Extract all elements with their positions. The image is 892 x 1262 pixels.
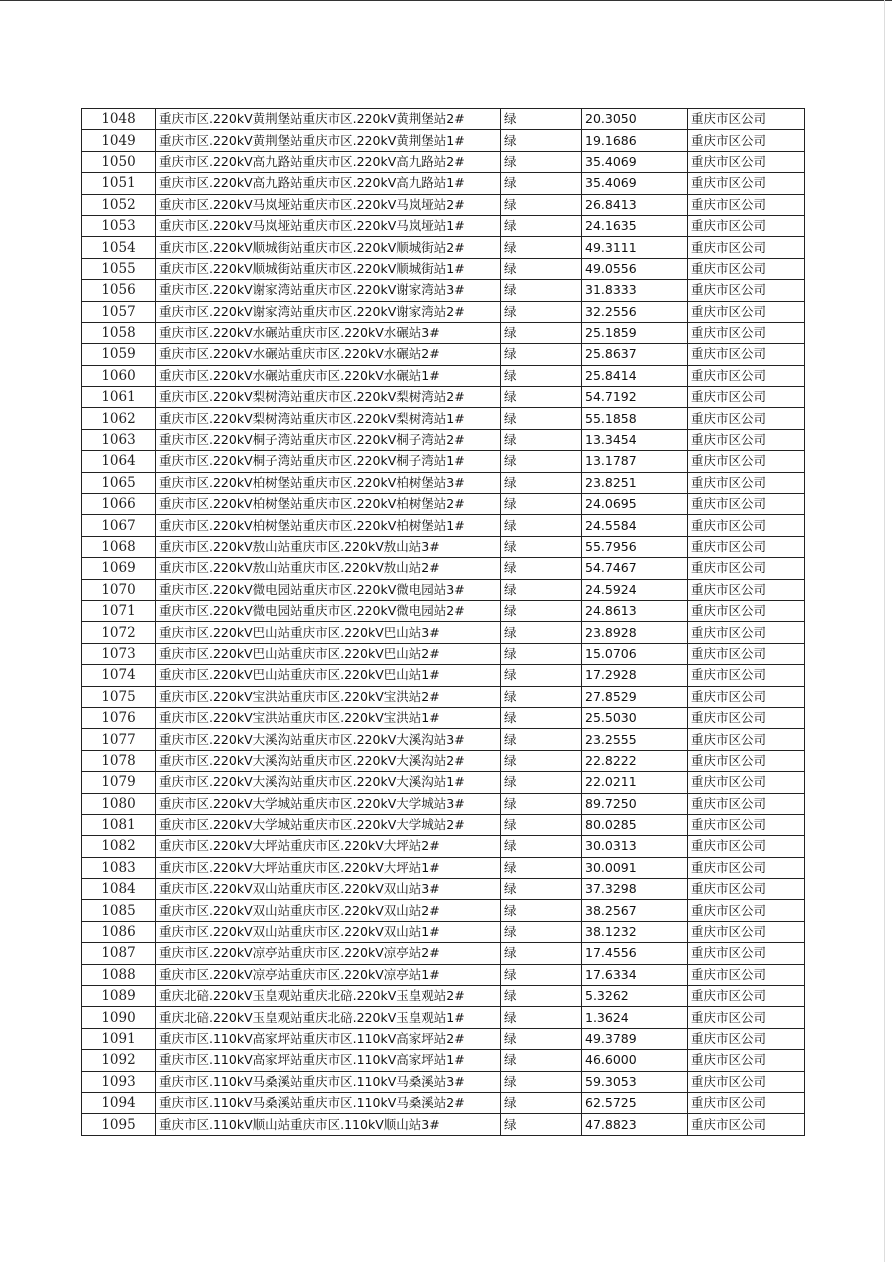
value-cell: 25.1859 <box>582 322 688 343</box>
table-row <box>82 1028 805 1049</box>
company-cell: 重庆市区公司 <box>688 344 805 365</box>
status-color-cell: 绿 <box>501 986 582 1007</box>
value-cell: 27.8529 <box>582 686 688 707</box>
station-name-cell: 重庆市区.220kV微电园站重庆市区.220kV微电园站3# <box>156 579 501 600</box>
station-name-cell: 重庆市区.220kV黄荆堡站重庆市区.220kV黄荆堡站2# <box>156 109 501 130</box>
row-number-cell: 1086 <box>82 921 156 942</box>
status-color-cell: 绿 <box>501 194 582 215</box>
table-row <box>82 258 805 279</box>
status-color-cell: 绿 <box>501 1114 582 1135</box>
row-number-cell: 1068 <box>82 536 156 557</box>
status-color-cell: 绿 <box>501 600 582 621</box>
value-cell: 32.2556 <box>582 301 688 322</box>
company-cell: 重庆市区公司 <box>688 814 805 835</box>
company-cell: 重庆市区公司 <box>688 1007 805 1028</box>
station-name-cell: 重庆市区.220kV双山站重庆市区.220kV双山站3# <box>156 879 501 900</box>
value-cell: 23.8251 <box>582 472 688 493</box>
station-name-cell: 重庆市区.110kV高家坪站重庆市区.110kV高家坪站2# <box>156 1028 501 1049</box>
company-cell: 重庆市区公司 <box>688 686 805 707</box>
row-number-cell: 1085 <box>82 900 156 921</box>
company-cell: 重庆市区公司 <box>688 921 805 942</box>
company-cell: 重庆市区公司 <box>688 365 805 386</box>
station-name-cell: 重庆市区.220kV大学城站重庆市区.220kV大学城站3# <box>156 793 501 814</box>
station-name-cell: 重庆市区.220kV桐子湾站重庆市区.220kV桐子湾站2# <box>156 429 501 450</box>
company-cell: 重庆市区公司 <box>688 857 805 878</box>
status-color-cell: 绿 <box>501 921 582 942</box>
status-color-cell: 绿 <box>501 301 582 322</box>
table-row <box>82 494 805 515</box>
company-cell: 重庆市区公司 <box>688 558 805 579</box>
table-row <box>82 1050 805 1071</box>
company-cell: 重庆市区公司 <box>688 836 805 857</box>
station-name-cell: 重庆市区.220kV梨树湾站重庆市区.220kV梨树湾站1# <box>156 408 501 429</box>
value-cell: 13.3454 <box>582 429 688 450</box>
station-name-cell: 重庆市区.220kV双山站重庆市区.220kV双山站1# <box>156 921 501 942</box>
table-row <box>82 986 805 1007</box>
status-color-cell: 绿 <box>501 365 582 386</box>
value-cell: 22.8222 <box>582 750 688 771</box>
status-color-cell: 绿 <box>501 729 582 750</box>
table-row <box>82 1007 805 1028</box>
table-row <box>82 1071 805 1092</box>
value-cell: 59.3053 <box>582 1071 688 1092</box>
company-cell: 重庆市区公司 <box>688 707 805 728</box>
table-row <box>82 515 805 536</box>
table-row <box>82 900 805 921</box>
row-number-cell: 1074 <box>82 665 156 686</box>
value-cell: 20.3050 <box>582 109 688 130</box>
status-color-cell: 绿 <box>501 857 582 878</box>
value-cell: 25.8414 <box>582 365 688 386</box>
status-color-cell: 绿 <box>501 686 582 707</box>
company-cell: 重庆市区公司 <box>688 729 805 750</box>
station-name-cell: 重庆市区.220kV敖山站重庆市区.220kV敖山站2# <box>156 558 501 579</box>
table-row <box>82 151 805 172</box>
company-cell: 重庆市区公司 <box>688 130 805 151</box>
row-number-cell: 1071 <box>82 600 156 621</box>
row-number-cell: 1069 <box>82 558 156 579</box>
value-cell: 13.1787 <box>582 451 688 472</box>
table-row <box>82 301 805 322</box>
row-number-cell: 1090 <box>82 1007 156 1028</box>
station-name-cell: 重庆市区.220kV高九路站重庆市区.220kV高九路站1# <box>156 173 501 194</box>
value-cell: 24.5584 <box>582 515 688 536</box>
company-cell: 重庆市区公司 <box>688 258 805 279</box>
table-row <box>82 322 805 343</box>
status-color-cell: 绿 <box>501 215 582 236</box>
value-cell: 1.3624 <box>582 1007 688 1028</box>
station-name-cell: 重庆市区.220kV谢家湾站重庆市区.220kV谢家湾站2# <box>156 301 501 322</box>
station-name-cell: 重庆市区.220kV大溪沟站重庆市区.220kV大溪沟站3# <box>156 729 501 750</box>
value-cell: 38.2567 <box>582 900 688 921</box>
value-cell: 49.3111 <box>582 237 688 258</box>
table-row <box>82 643 805 664</box>
station-name-cell: 重庆市区.220kV谢家湾站重庆市区.220kV谢家湾站3# <box>156 280 501 301</box>
status-color-cell: 绿 <box>501 344 582 365</box>
status-color-cell: 绿 <box>501 1028 582 1049</box>
status-color-cell: 绿 <box>501 814 582 835</box>
value-cell: 54.7467 <box>582 558 688 579</box>
station-name-cell: 重庆市区.220kV梨树湾站重庆市区.220kV梨树湾站2# <box>156 387 501 408</box>
table-row <box>82 729 805 750</box>
value-cell: 23.2555 <box>582 729 688 750</box>
status-color-cell: 绿 <box>501 536 582 557</box>
station-name-cell: 重庆市区.220kV柏树堡站重庆市区.220kV柏树堡站3# <box>156 472 501 493</box>
value-cell: 38.1232 <box>582 921 688 942</box>
station-name-cell: 重庆市区.220kV双山站重庆市区.220kV双山站2# <box>156 900 501 921</box>
value-cell: 46.6000 <box>582 1050 688 1071</box>
table-row <box>82 536 805 557</box>
status-color-cell: 绿 <box>501 387 582 408</box>
value-cell: 23.8928 <box>582 622 688 643</box>
company-cell: 重庆市区公司 <box>688 643 805 664</box>
table-row <box>82 622 805 643</box>
company-cell: 重庆市区公司 <box>688 900 805 921</box>
station-name-cell: 重庆市区.110kV顺山站重庆市区.110kV顺山站3# <box>156 1114 501 1135</box>
status-color-cell: 绿 <box>501 151 582 172</box>
status-color-cell: 绿 <box>501 943 582 964</box>
company-cell: 重庆市区公司 <box>688 750 805 771</box>
table-row <box>82 429 805 450</box>
status-color-cell: 绿 <box>501 408 582 429</box>
table-row <box>82 558 805 579</box>
value-cell: 25.8637 <box>582 344 688 365</box>
station-name-cell: 重庆市区.220kV柏树堡站重庆市区.220kV柏树堡站2# <box>156 494 501 515</box>
row-number-cell: 1082 <box>82 836 156 857</box>
station-name-cell: 重庆市区.220kV敖山站重庆市区.220kV敖山站3# <box>156 536 501 557</box>
company-cell: 重庆市区公司 <box>688 1092 805 1113</box>
station-name-cell: 重庆市区.220kV大坪站重庆市区.220kV大坪站1# <box>156 857 501 878</box>
company-cell: 重庆市区公司 <box>688 472 805 493</box>
table-row <box>82 750 805 771</box>
row-number-cell: 1083 <box>82 857 156 878</box>
table-row <box>82 921 805 942</box>
company-cell: 重庆市区公司 <box>688 943 805 964</box>
station-name-cell: 重庆市区.220kV水碾站重庆市区.220kV水碾站3# <box>156 322 501 343</box>
status-color-cell: 绿 <box>501 237 582 258</box>
status-color-cell: 绿 <box>501 579 582 600</box>
value-cell: 35.4069 <box>582 173 688 194</box>
row-number-cell: 1063 <box>82 429 156 450</box>
status-color-cell: 绿 <box>501 772 582 793</box>
company-cell: 重庆市区公司 <box>688 280 805 301</box>
table-row <box>82 451 805 472</box>
table-body <box>82 109 805 1136</box>
status-color-cell: 绿 <box>501 280 582 301</box>
company-cell: 重庆市区公司 <box>688 665 805 686</box>
company-cell: 重庆市区公司 <box>688 215 805 236</box>
status-color-cell: 绿 <box>501 900 582 921</box>
station-name-cell: 重庆市区.220kV大溪沟站重庆市区.220kV大溪沟站2# <box>156 750 501 771</box>
station-name-cell: 重庆市区.220kV水碾站重庆市区.220kV水碾站2# <box>156 344 501 365</box>
company-cell: 重庆市区公司 <box>688 622 805 643</box>
station-name-cell: 重庆市区.220kV马岚垭站重庆市区.220kV马岚垭站2# <box>156 194 501 215</box>
row-number-cell: 1066 <box>82 494 156 515</box>
table-row <box>82 173 805 194</box>
table-row <box>82 280 805 301</box>
company-cell: 重庆市区公司 <box>688 964 805 985</box>
station-name-cell: 重庆市区.220kV大溪沟站重庆市区.220kV大溪沟站1# <box>156 772 501 793</box>
row-number-cell: 1052 <box>82 194 156 215</box>
company-cell: 重庆市区公司 <box>688 301 805 322</box>
row-number-cell: 1059 <box>82 344 156 365</box>
row-number-cell: 1062 <box>82 408 156 429</box>
table-row <box>82 1114 805 1135</box>
row-number-cell: 1091 <box>82 1028 156 1049</box>
status-color-cell: 绿 <box>501 879 582 900</box>
row-number-cell: 1092 <box>82 1050 156 1071</box>
status-color-cell: 绿 <box>501 1092 582 1113</box>
station-name-cell: 重庆北碚.220kV玉皇观站重庆北碚.220kV玉皇观站1# <box>156 1007 501 1028</box>
company-cell: 重庆市区公司 <box>688 408 805 429</box>
company-cell: 重庆市区公司 <box>688 600 805 621</box>
status-color-cell: 绿 <box>501 622 582 643</box>
value-cell: 37.3298 <box>582 879 688 900</box>
status-color-cell: 绿 <box>501 494 582 515</box>
row-number-cell: 1065 <box>82 472 156 493</box>
station-name-cell: 重庆市区.220kV顺城街站重庆市区.220kV顺城街站2# <box>156 237 501 258</box>
company-cell: 重庆市区公司 <box>688 772 805 793</box>
company-cell: 重庆市区公司 <box>688 173 805 194</box>
value-cell: 49.0556 <box>582 258 688 279</box>
row-number-cell: 1058 <box>82 322 156 343</box>
status-color-cell: 绿 <box>501 558 582 579</box>
table-row <box>82 600 805 621</box>
row-number-cell: 1095 <box>82 1114 156 1135</box>
value-cell: 80.0285 <box>582 814 688 835</box>
status-color-cell: 绿 <box>501 707 582 728</box>
status-color-cell: 绿 <box>501 515 582 536</box>
page-top-border <box>0 0 892 1</box>
station-name-cell: 重庆市区.220kV宝洪站重庆市区.220kV宝洪站1# <box>156 707 501 728</box>
row-number-cell: 1081 <box>82 814 156 835</box>
station-name-cell: 重庆市区.220kV巴山站重庆市区.220kV巴山站2# <box>156 643 501 664</box>
table-row <box>82 365 805 386</box>
status-color-cell: 绿 <box>501 130 582 151</box>
table-row <box>82 130 805 151</box>
station-name-cell: 重庆市区.110kV马桑溪站重庆市区.110kV马桑溪站2# <box>156 1092 501 1113</box>
station-name-cell: 重庆市区.220kV顺城街站重庆市区.220kV顺城街站1# <box>156 258 501 279</box>
value-cell: 22.0211 <box>582 772 688 793</box>
value-cell: 54.7192 <box>582 387 688 408</box>
data-table <box>81 108 805 1136</box>
company-cell: 重庆市区公司 <box>688 1050 805 1071</box>
status-color-cell: 绿 <box>501 173 582 194</box>
status-color-cell: 绿 <box>501 109 582 130</box>
table-row <box>82 665 805 686</box>
status-color-cell: 绿 <box>501 1050 582 1071</box>
row-number-cell: 1077 <box>82 729 156 750</box>
value-cell: 17.2928 <box>582 665 688 686</box>
company-cell: 重庆市区公司 <box>688 986 805 1007</box>
table-row <box>82 686 805 707</box>
status-color-cell: 绿 <box>501 793 582 814</box>
row-number-cell: 1060 <box>82 365 156 386</box>
value-cell: 62.5725 <box>582 1092 688 1113</box>
value-cell: 5.3262 <box>582 986 688 1007</box>
company-cell: 重庆市区公司 <box>688 194 805 215</box>
table-row <box>82 579 805 600</box>
row-number-cell: 1078 <box>82 750 156 771</box>
row-number-cell: 1056 <box>82 280 156 301</box>
row-number-cell: 1053 <box>82 215 156 236</box>
row-number-cell: 1054 <box>82 237 156 258</box>
status-color-cell: 绿 <box>501 643 582 664</box>
station-name-cell: 重庆市区.110kV高家坪站重庆市区.110kV高家坪站1# <box>156 1050 501 1071</box>
value-cell: 49.3789 <box>582 1028 688 1049</box>
station-name-cell: 重庆市区.220kV宝洪站重庆市区.220kV宝洪站2# <box>156 686 501 707</box>
station-name-cell: 重庆市区.220kV桐子湾站重庆市区.220kV桐子湾站1# <box>156 451 501 472</box>
table-row <box>82 215 805 236</box>
value-cell: 35.4069 <box>582 151 688 172</box>
value-cell: 24.1635 <box>582 215 688 236</box>
row-number-cell: 1070 <box>82 579 156 600</box>
company-cell: 重庆市区公司 <box>688 1071 805 1092</box>
status-color-cell: 绿 <box>501 964 582 985</box>
value-cell: 26.8413 <box>582 194 688 215</box>
value-cell: 55.7956 <box>582 536 688 557</box>
station-name-cell: 重庆市区.220kV凉亭站重庆市区.220kV凉亭站2# <box>156 943 501 964</box>
station-name-cell: 重庆市区.220kV巴山站重庆市区.220kV巴山站1# <box>156 665 501 686</box>
row-number-cell: 1087 <box>82 943 156 964</box>
company-cell: 重庆市区公司 <box>688 151 805 172</box>
table-row <box>82 707 805 728</box>
value-cell: 30.0091 <box>582 857 688 878</box>
row-number-cell: 1079 <box>82 772 156 793</box>
row-number-cell: 1094 <box>82 1092 156 1113</box>
station-name-cell: 重庆市区.220kV凉亭站重庆市区.220kV凉亭站1# <box>156 964 501 985</box>
table-row <box>82 1092 805 1113</box>
value-cell: 89.7250 <box>582 793 688 814</box>
company-cell: 重庆市区公司 <box>688 515 805 536</box>
station-name-cell: 重庆市区.220kV水碾站重庆市区.220kV水碾站1# <box>156 365 501 386</box>
row-number-cell: 1089 <box>82 986 156 1007</box>
row-number-cell: 1088 <box>82 964 156 985</box>
table-row <box>82 408 805 429</box>
station-name-cell: 重庆北碚.220kV玉皇观站重庆北碚.220kV玉皇观站2# <box>156 986 501 1007</box>
company-cell: 重庆市区公司 <box>688 1028 805 1049</box>
station-name-cell: 重庆市区.220kV巴山站重庆市区.220kV巴山站3# <box>156 622 501 643</box>
status-color-cell: 绿 <box>501 1071 582 1092</box>
row-number-cell: 1073 <box>82 643 156 664</box>
company-cell: 重庆市区公司 <box>688 429 805 450</box>
station-name-cell: 重庆市区.110kV马桑溪站重庆市区.110kV马桑溪站3# <box>156 1071 501 1092</box>
row-number-cell: 1061 <box>82 387 156 408</box>
company-cell: 重庆市区公司 <box>688 322 805 343</box>
row-number-cell: 1057 <box>82 301 156 322</box>
table-row <box>82 793 805 814</box>
station-name-cell: 重庆市区.220kV大坪站重庆市区.220kV大坪站2# <box>156 836 501 857</box>
status-color-cell: 绿 <box>501 258 582 279</box>
table-row <box>82 344 805 365</box>
table-row <box>82 836 805 857</box>
row-number-cell: 1080 <box>82 793 156 814</box>
page-right-edge <box>884 0 885 1262</box>
value-cell: 24.5924 <box>582 579 688 600</box>
company-cell: 重庆市区公司 <box>688 536 805 557</box>
row-number-cell: 1076 <box>82 707 156 728</box>
status-color-cell: 绿 <box>501 750 582 771</box>
table-row <box>82 814 805 835</box>
value-cell: 31.8333 <box>582 280 688 301</box>
table-row <box>82 857 805 878</box>
company-cell: 重庆市区公司 <box>688 237 805 258</box>
row-number-cell: 1049 <box>82 130 156 151</box>
table-row <box>82 109 805 130</box>
station-name-cell: 重庆市区.220kV柏树堡站重庆市区.220kV柏树堡站1# <box>156 515 501 536</box>
station-name-cell: 重庆市区.220kV高九路站重庆市区.220kV高九路站2# <box>156 151 501 172</box>
value-cell: 24.8613 <box>582 600 688 621</box>
status-color-cell: 绿 <box>501 1007 582 1028</box>
value-cell: 17.4556 <box>582 943 688 964</box>
station-name-cell: 重庆市区.220kV黄荆堡站重庆市区.220kV黄荆堡站1# <box>156 130 501 151</box>
table-row <box>82 194 805 215</box>
company-cell: 重庆市区公司 <box>688 494 805 515</box>
status-color-cell: 绿 <box>501 472 582 493</box>
value-cell: 47.8823 <box>582 1114 688 1135</box>
value-cell: 55.1858 <box>582 408 688 429</box>
status-color-cell: 绿 <box>501 322 582 343</box>
table-row <box>82 772 805 793</box>
company-cell: 重庆市区公司 <box>688 387 805 408</box>
company-cell: 重庆市区公司 <box>688 579 805 600</box>
table-row <box>82 472 805 493</box>
value-cell: 30.0313 <box>582 836 688 857</box>
table-row <box>82 964 805 985</box>
value-cell: 15.0706 <box>582 643 688 664</box>
company-cell: 重庆市区公司 <box>688 109 805 130</box>
row-number-cell: 1093 <box>82 1071 156 1092</box>
row-number-cell: 1048 <box>82 109 156 130</box>
company-cell: 重庆市区公司 <box>688 793 805 814</box>
station-name-cell: 重庆市区.220kV马岚垭站重庆市区.220kV马岚垭站1# <box>156 215 501 236</box>
value-cell: 25.5030 <box>582 707 688 728</box>
status-color-cell: 绿 <box>501 451 582 472</box>
row-number-cell: 1072 <box>82 622 156 643</box>
company-cell: 重庆市区公司 <box>688 879 805 900</box>
station-name-cell: 重庆市区.220kV微电园站重庆市区.220kV微电园站2# <box>156 600 501 621</box>
status-color-cell: 绿 <box>501 429 582 450</box>
table-row <box>82 237 805 258</box>
table-row <box>82 879 805 900</box>
status-color-cell: 绿 <box>501 665 582 686</box>
row-number-cell: 1084 <box>82 879 156 900</box>
table-row <box>82 387 805 408</box>
value-cell: 17.6334 <box>582 964 688 985</box>
row-number-cell: 1050 <box>82 151 156 172</box>
company-cell: 重庆市区公司 <box>688 1114 805 1135</box>
table-row <box>82 943 805 964</box>
status-color-cell: 绿 <box>501 836 582 857</box>
value-cell: 24.0695 <box>582 494 688 515</box>
row-number-cell: 1051 <box>82 173 156 194</box>
row-number-cell: 1055 <box>82 258 156 279</box>
value-cell: 19.1686 <box>582 130 688 151</box>
company-cell: 重庆市区公司 <box>688 451 805 472</box>
row-number-cell: 1067 <box>82 515 156 536</box>
row-number-cell: 1064 <box>82 451 156 472</box>
row-number-cell: 1075 <box>82 686 156 707</box>
station-name-cell: 重庆市区.220kV大学城站重庆市区.220kV大学城站2# <box>156 814 501 835</box>
